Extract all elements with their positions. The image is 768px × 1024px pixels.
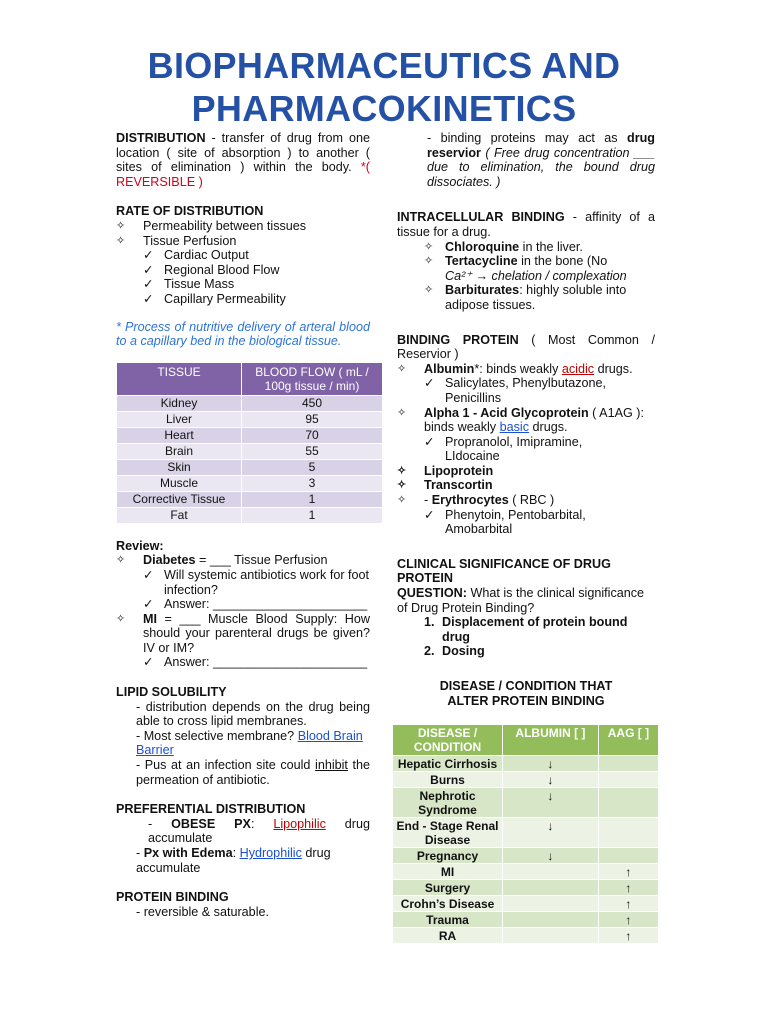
- aag-cell: [598, 788, 658, 818]
- clinical-answer-1: 1. Displacement of protein bound drug: [424, 615, 628, 644]
- review-answer: ✓ Answer: ______________________: [116, 655, 370, 670]
- aag-cell: ↑: [598, 880, 658, 896]
- table-row: [393, 896, 659, 912]
- flow-cell: 95: [242, 411, 383, 427]
- disease-table: [392, 724, 659, 944]
- chloroquine-item: [397, 240, 655, 255]
- lipid-p1-text: - distribution depends on the drug being able to cross lipid membranes.: [136, 699, 370, 729]
- aag-cell: [598, 848, 658, 864]
- hydrophilic-link[interactable]: Hydrophilic: [239, 846, 302, 860]
- lipid-p2: [116, 729, 370, 758]
- reservior-pre: - binding proteins may act as: [427, 131, 628, 145]
- table-row: [393, 928, 659, 944]
- disease-heading: DISEASE / CONDITION THAT ALTER PROTEIN BINDING: [439, 679, 613, 708]
- barbiturates-text: : highly soluble into adipose tissues.: [445, 283, 627, 312]
- condition-cell: Nephrotic Syndrome: [393, 788, 503, 818]
- barbiturates-item: [397, 283, 655, 312]
- aag-drugs-word: drugs.: [529, 420, 568, 435]
- erythrocytes-term: Erythrocytes: [431, 493, 509, 508]
- table-row: [117, 411, 383, 427]
- table-row: [393, 788, 659, 818]
- protein-binding-heading: PROTEIN BINDING: [116, 890, 229, 905]
- rate-list: [116, 219, 370, 307]
- chloroquine-term: Chloroquine: [445, 239, 520, 254]
- condition-cell: MI: [393, 864, 503, 880]
- condition-cell: Burns: [393, 772, 503, 788]
- binding-protein-list: [397, 362, 655, 537]
- binding-protein-heading: BINDING PROTEIN: [397, 332, 519, 347]
- albumin-cell: [503, 912, 599, 928]
- flow-cell: 70: [242, 427, 383, 443]
- tetracycline-term: Tertacycline: [445, 254, 518, 269]
- edema-colon: :: [232, 846, 240, 860]
- inhibit-text: inhibit: [315, 758, 348, 773]
- aag-cell: [598, 818, 658, 848]
- intracellular-list: [397, 240, 655, 313]
- flow-cell: 1: [242, 507, 383, 523]
- rate-check-item: ✓ Capillary Permeability: [116, 292, 370, 307]
- title-line-1: BIOPHARMACEUTICS AND: [147, 45, 621, 86]
- aag-cell: [598, 756, 658, 772]
- basic-link[interactable]: basic: [499, 420, 530, 435]
- clinical-answer-2: 2. Dosing: [424, 644, 485, 659]
- question-text: What is the clinical significance of Drug Protein Binding?: [397, 586, 645, 615]
- mi-term: MI: [143, 611, 157, 626]
- albumin-drugs: ✓ Salicylates, Phenylbutazone, Penicillins: [397, 376, 655, 405]
- distribution-text: - transfer of drug from one location ( site of absorption ) to another ( sites of elimination ) within the body.: [116, 131, 370, 175]
- question-label: QUESTION:: [397, 586, 467, 601]
- table-row: [393, 756, 659, 772]
- erythrocytes-item: [397, 493, 655, 508]
- rate-check-item: ✓ Tissue Mass: [116, 277, 370, 292]
- table-header: DISEASE / CONDITION: [393, 725, 503, 756]
- table-row: [393, 772, 659, 788]
- tissue-cell: Heart: [117, 427, 242, 443]
- chelation-text: Ca²⁺ → chelation / complexation: [445, 268, 627, 283]
- reservior-paragraph: [397, 131, 655, 189]
- albumin-cell: [503, 880, 599, 896]
- acidic-link[interactable]: acidic: [561, 361, 595, 376]
- table-header: AAG [ ]: [598, 725, 658, 756]
- ery-dash: -: [424, 493, 432, 508]
- table-row: [393, 912, 659, 928]
- rate-item: ✧ Tissue Perfusion: [116, 234, 370, 249]
- page-title: [0, 44, 768, 130]
- lipid-p3-end: the permeation of antibiotic.: [136, 758, 370, 787]
- tissue-cell: Kidney: [117, 395, 242, 411]
- flow-cell: 1: [242, 491, 383, 507]
- flow-cell: 55: [242, 443, 383, 459]
- aag-drugs: ✓ Propranolol, Imipramine, LIdocaine: [397, 435, 655, 464]
- obese-dash: -: [148, 816, 172, 831]
- albumin-cell: ↓: [503, 772, 599, 788]
- lipid-heading: LIPID SOLUBILITY: [116, 685, 227, 700]
- aag-term: Alpha 1 - Acid Glycoprotein: [424, 405, 589, 420]
- table-row: [117, 459, 383, 475]
- table-row: [393, 864, 659, 880]
- tissue-cell: Fat: [117, 507, 242, 523]
- mi-text: = ___ Muscle Blood Supply: How should your parenteral drugs be given? IV or IM?: [143, 611, 370, 655]
- condition-cell: Hepatic Cirrhosis: [393, 756, 503, 772]
- lipoprotein-item: ✧ Lipoprotein: [397, 464, 655, 479]
- tissue-cell: Skin: [117, 459, 242, 475]
- edema-line: [116, 846, 370, 875]
- table-row: [393, 880, 659, 896]
- right-column: [397, 131, 655, 944]
- albumin-text: *: binds weakly: [474, 361, 562, 376]
- binding-protein-paragraph: [397, 333, 655, 362]
- table-row: [117, 491, 383, 507]
- table-header: TISSUE: [117, 362, 242, 395]
- review-question: ✓ Will systemic antibiotics work for foot infection?: [116, 568, 370, 597]
- clinical-answers: [397, 615, 655, 659]
- table-row: [393, 848, 659, 864]
- erythrocytes-drugs: ✓ Phenytoin, Pentobarbital, Amobarbital: [397, 508, 655, 537]
- reservior-italic: ( Free drug concentration ___ due to elimination, the bound drug dissociates. ): [427, 145, 655, 189]
- perfusion-note: * Process of nutritive delivery of arteral blood to a capillary bed in the biological tissue.: [116, 319, 370, 349]
- condition-cell: Surgery: [393, 880, 503, 896]
- aag-cell: [598, 772, 658, 788]
- tissue-cell: Muscle: [117, 475, 242, 491]
- aag-text: ( A1AG ): binds weakly: [424, 405, 644, 435]
- flow-cell: 450: [242, 395, 383, 411]
- condition-cell: Pregnancy: [393, 848, 503, 864]
- intracellular-paragraph: [397, 210, 655, 239]
- albumin-cell: ↓: [503, 818, 599, 848]
- diabetes-text: = ___ Tissue Perfusion: [195, 553, 328, 568]
- clinical-question: [397, 586, 655, 615]
- tissue-cell: Liver: [117, 411, 242, 427]
- table-row: [117, 507, 383, 523]
- clinical-answer-text: Dosing: [442, 644, 485, 659]
- distribution-paragraph: [116, 131, 370, 189]
- review-mi: [116, 612, 370, 656]
- protein-binding-text: - reversible & saturable.: [136, 904, 269, 919]
- rate-check-item: ✓ Cardiac Output: [116, 248, 370, 263]
- rate-item: ✧ Permeability between tissues: [116, 219, 370, 234]
- aag-cell: ↑: [598, 928, 658, 944]
- lipid-p2-text: - Most selective membrane?: [136, 728, 298, 743]
- tetracycline-text: in the bone (No: [517, 254, 608, 269]
- albumin-cell: ↓: [503, 848, 599, 864]
- albumin-drugs-word: drugs.: [594, 361, 633, 376]
- table-row: [117, 427, 383, 443]
- intracellular-text: - affinity of a tissue for a drug.: [397, 210, 655, 239]
- left-column: [116, 131, 370, 919]
- table-row: [393, 818, 659, 848]
- flow-cell: 3: [242, 475, 383, 491]
- lipid-p3: [116, 758, 370, 787]
- review-heading: Review:: [116, 538, 164, 553]
- albumin-cell: ↓: [503, 788, 599, 818]
- obese-line: [116, 817, 370, 846]
- rate-heading: RATE OF DISTRIBUTION: [116, 204, 264, 219]
- clinical-answer-text: Displacement of protein bound drug: [442, 615, 628, 644]
- table-header: ALBUMIN [ ]: [503, 725, 599, 756]
- obese-end: drug accumulate: [148, 816, 370, 846]
- condition-cell: Crohn’s Disease: [393, 896, 503, 912]
- transcortin-item: ✧ Transcortin: [397, 478, 655, 493]
- condition-cell: Trauma: [393, 912, 503, 928]
- edema-dash: -: [136, 846, 144, 860]
- flow-cell: 5: [242, 459, 383, 475]
- clinical-heading: CLINICAL SIGNIFICANCE OF DRUG PROTEIN: [397, 556, 611, 586]
- tissue-cell: Brain: [117, 443, 242, 459]
- preferential-heading: PREFERENTIAL DISTRIBUTION: [116, 802, 306, 817]
- aag-cell: ↑: [598, 896, 658, 912]
- albumin-item: [397, 362, 655, 377]
- tetracycline-item: [397, 254, 655, 283]
- review-list: [116, 553, 370, 670]
- aag-item: [397, 406, 655, 435]
- lipophilic-link[interactable]: Lipophilic: [273, 816, 326, 831]
- erythrocytes-text: ( RBC ): [508, 493, 555, 508]
- title-line-2: PHARMACOKINETICS: [191, 88, 577, 129]
- bbb-link[interactable]: Blood Brain Barrier: [136, 728, 363, 758]
- edema-end: drug accumulate: [136, 846, 331, 875]
- albumin-cell: [503, 928, 599, 944]
- diabetes-term: Diabetes: [143, 553, 196, 568]
- albumin-term: Albumin: [424, 361, 475, 376]
- binding-protein-sub: ( Most Common / Reservior ): [397, 332, 655, 362]
- albumin-cell: ↓: [503, 756, 599, 772]
- albumin-cell: [503, 896, 599, 912]
- aag-cell: ↑: [598, 912, 658, 928]
- review-answer: ✓ Answer: ______________________: [116, 597, 370, 612]
- reservior-term: drug reservior: [427, 131, 655, 160]
- table-row: [117, 395, 383, 411]
- lipid-p3-text: - Pus at an infection site could: [136, 758, 316, 773]
- blood-flow-table: [116, 362, 383, 524]
- table-header: BLOOD FLOW ( mL / 100g tissue / min): [242, 362, 383, 395]
- lipid-p1: [116, 700, 370, 729]
- distribution-term: DISTRIBUTION: [116, 131, 206, 145]
- intracellular-heading: INTRACELLULAR BINDING: [397, 210, 565, 225]
- albumin-cell: [503, 864, 599, 880]
- barbiturates-term: Barbiturates: [445, 283, 520, 298]
- rate-check-item: ✓ Regional Blood Flow: [116, 263, 370, 278]
- review-diabetes: [116, 553, 370, 568]
- obese-term: OBESE PX: [171, 816, 251, 831]
- condition-cell: RA: [393, 928, 503, 944]
- obese-colon: :: [250, 816, 274, 831]
- aag-cell: ↑: [598, 864, 658, 880]
- condition-cell: End - Stage Renal Disease: [393, 818, 503, 848]
- chloroquine-text: in the liver.: [519, 239, 583, 254]
- table-row: [117, 443, 383, 459]
- table-row: [117, 475, 383, 491]
- reversible-note: *( REVERSIBLE ): [116, 160, 370, 189]
- edema-term: Px with Edema: [143, 846, 233, 860]
- tissue-cell: Corrective Tissue: [117, 491, 242, 507]
